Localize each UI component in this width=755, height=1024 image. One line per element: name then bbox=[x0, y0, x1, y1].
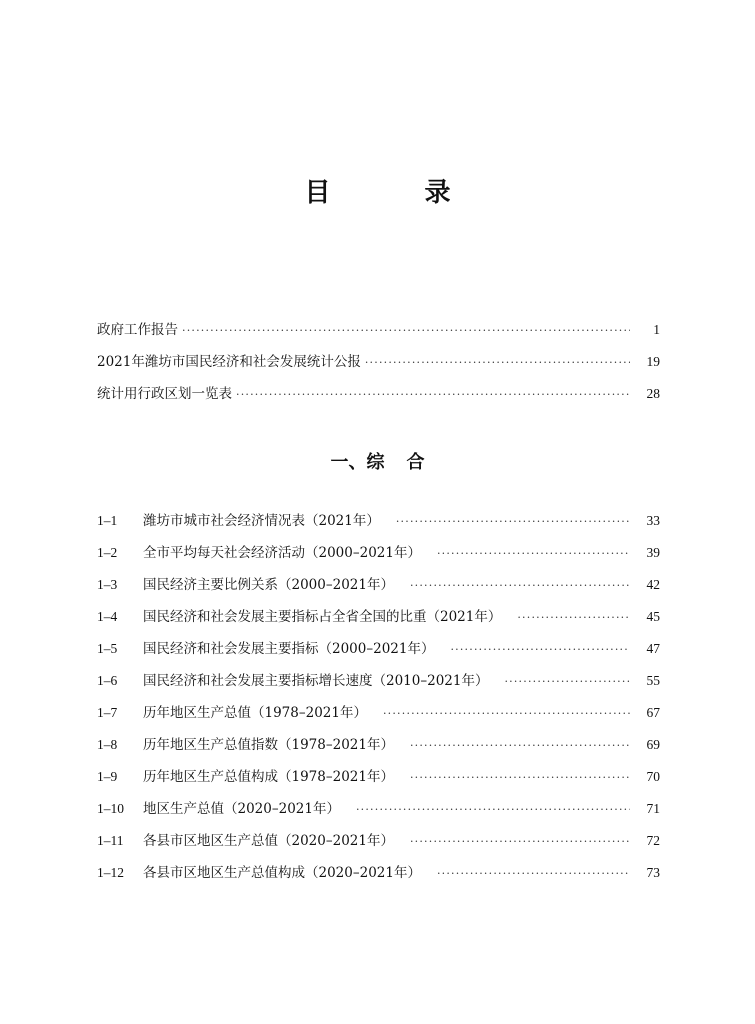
toc-entry[interactable] bbox=[97, 318, 660, 350]
toc-entry[interactable] bbox=[97, 669, 660, 701]
table-number: 1–4 bbox=[97, 609, 118, 624]
toc-entry-label: 全市平均每天社会经济活动（2000–2021年） bbox=[143, 545, 421, 561]
table-number: 1–12 bbox=[97, 865, 124, 880]
dot-leader bbox=[356, 803, 630, 816]
front-matter-list bbox=[97, 318, 660, 414]
table-number: 1–5 bbox=[97, 641, 118, 656]
dot-leader bbox=[410, 771, 630, 784]
toc-entry[interactable] bbox=[97, 701, 660, 733]
toc-entry-page: 33 bbox=[646, 513, 660, 528]
toc-entry-page: 42 bbox=[646, 577, 660, 592]
section-title-part1: 一、综 bbox=[330, 452, 385, 473]
dot-leader bbox=[236, 388, 630, 401]
section-title-part2: 合 bbox=[406, 452, 425, 473]
table-number: 1–9 bbox=[97, 769, 118, 784]
dot-leader bbox=[437, 547, 630, 560]
toc-entry-page: 39 bbox=[646, 545, 660, 560]
toc-entry[interactable] bbox=[97, 350, 660, 382]
table-number: 1–10 bbox=[97, 801, 124, 816]
toc-entry-page: 19 bbox=[646, 354, 660, 369]
dot-leader bbox=[365, 356, 630, 369]
toc-entry-page: 69 bbox=[646, 737, 660, 752]
toc-entry-label: 政府工作报告 bbox=[97, 322, 178, 338]
page-title: 目 录 bbox=[304, 178, 485, 208]
toc-entry-label: 国民经济和社会发展主要指标增长速度（2010–2021年） bbox=[143, 673, 489, 689]
toc-entry[interactable] bbox=[97, 861, 660, 893]
dot-leader bbox=[504, 675, 630, 688]
toc-entry[interactable] bbox=[97, 733, 660, 765]
toc-entry-page: 1 bbox=[653, 322, 660, 337]
toc-entry-label: 历年地区生产总值指数（1978–2021年） bbox=[143, 737, 394, 753]
toc-entry[interactable] bbox=[97, 605, 660, 637]
toc-entry-page: 73 bbox=[646, 865, 660, 880]
toc-entry[interactable] bbox=[97, 637, 660, 669]
toc-entry-page: 45 bbox=[646, 609, 660, 624]
dot-leader bbox=[383, 707, 630, 720]
dot-leader bbox=[410, 835, 630, 848]
toc-entry-page: 47 bbox=[646, 641, 660, 656]
dot-leader bbox=[396, 515, 630, 528]
table-number: 1–1 bbox=[97, 513, 118, 528]
toc-entry[interactable] bbox=[97, 797, 660, 829]
section-title bbox=[0, 450, 755, 476]
toc-entry-page: 71 bbox=[646, 801, 660, 816]
dot-leader bbox=[437, 867, 630, 880]
dot-leader bbox=[450, 643, 630, 656]
table-number: 1–11 bbox=[97, 833, 124, 848]
toc-entry-label: 地区生产总值（2020–2021年） bbox=[143, 801, 340, 817]
toc-entry-label: 历年地区生产总值构成（1978–2021年） bbox=[143, 769, 394, 785]
toc-entry[interactable] bbox=[97, 541, 660, 573]
table-number: 1–3 bbox=[97, 577, 118, 592]
table-number: 1–8 bbox=[97, 737, 118, 752]
dot-leader bbox=[410, 739, 630, 752]
toc-entry[interactable] bbox=[97, 509, 660, 541]
toc-entry-page: 70 bbox=[646, 769, 660, 784]
dot-leader bbox=[182, 324, 630, 337]
dot-leader bbox=[517, 611, 630, 624]
table-number: 1–7 bbox=[97, 705, 118, 720]
toc-entry[interactable] bbox=[97, 829, 660, 861]
toc-entry-page: 28 bbox=[646, 386, 660, 401]
toc-entry-page: 67 bbox=[646, 705, 660, 720]
toc-entry-label: 2021年潍坊市国民经济和社会发展统计公报 bbox=[97, 354, 361, 370]
toc-entry-label: 统计用行政区划一览表 bbox=[97, 386, 232, 402]
toc-entry-label: 国民经济主要比例关系（2000–2021年） bbox=[143, 577, 394, 593]
toc-entry-label: 历年地区生产总值（1978–2021年） bbox=[143, 705, 367, 721]
section1-list bbox=[97, 509, 660, 893]
toc-entry-label: 国民经济和社会发展主要指标（2000–2021年） bbox=[143, 641, 435, 657]
dot-leader bbox=[410, 579, 630, 592]
toc-entry-page: 55 bbox=[646, 673, 660, 688]
toc-entry-label: 潍坊市城市社会经济情况表（2021年） bbox=[143, 513, 380, 529]
toc-entry[interactable] bbox=[97, 573, 660, 605]
toc-entry[interactable] bbox=[97, 765, 660, 797]
table-number: 1–6 bbox=[97, 673, 118, 688]
toc-entry-label: 各县市区地区生产总值（2020–2021年） bbox=[143, 833, 394, 849]
toc-entry-label: 各县市区地区生产总值构成（2020–2021年） bbox=[143, 865, 421, 881]
toc-entry-label: 国民经济和社会发展主要指标占全省全国的比重（2021年） bbox=[143, 609, 502, 625]
toc-entry[interactable] bbox=[97, 382, 660, 414]
table-number: 1–2 bbox=[97, 545, 118, 560]
toc-entry-page: 72 bbox=[646, 833, 660, 848]
